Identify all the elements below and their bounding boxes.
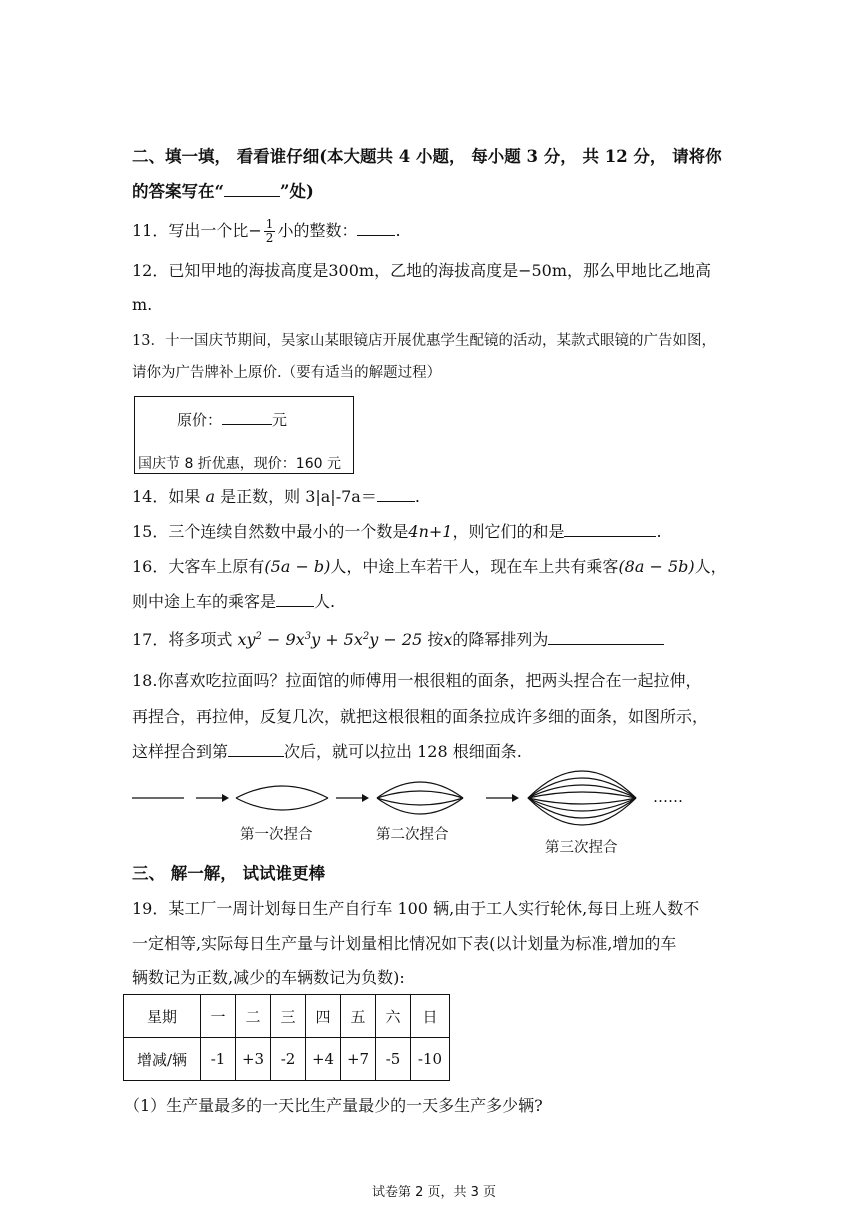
q19-sub1: （1）生产量最多的一天比生产量最少的一天多生产多少辆? bbox=[124, 1096, 543, 1115]
table-cell: 二 bbox=[236, 995, 271, 1038]
production-table bbox=[123, 994, 450, 1081]
fold3-curve-5 bbox=[528, 798, 636, 804]
table-cell: -5 bbox=[376, 1038, 411, 1081]
heading-suffix: ”处) bbox=[280, 182, 314, 201]
question-11 bbox=[132, 218, 401, 245]
answer-blank[interactable] bbox=[224, 181, 280, 197]
q16-number: 16． bbox=[132, 557, 169, 576]
q16-line2-b: 人. bbox=[314, 592, 336, 611]
q17-polynomial: $xy^2 - 9x^3y + 5x^2y - 25$ bbox=[237, 630, 423, 649]
q13-line1: 十一国庆节期间，吴家山某眼镜店开展优惠学生配镜的活动，某款式眼镜的广告如图， bbox=[164, 333, 716, 349]
q17-number: 17． bbox=[132, 630, 169, 649]
q16-line2-a: 则中途上车的乘客是 bbox=[132, 592, 277, 611]
table-cell: 一 bbox=[201, 995, 236, 1038]
q17-answer-blank[interactable] bbox=[548, 629, 664, 645]
q14-text-b: 是正数，则 3|a|-7a＝ bbox=[215, 487, 377, 506]
fold1-curve-bottom bbox=[236, 798, 328, 810]
question-16 bbox=[132, 556, 727, 578]
q14-end: . bbox=[414, 487, 420, 506]
noodle-diagram bbox=[0, 770, 868, 860]
q11-text-a: 写出一个比 bbox=[168, 221, 249, 240]
table-cell: 六 bbox=[376, 995, 411, 1038]
fold2-curve-2 bbox=[377, 791, 463, 798]
arrow-1-head bbox=[222, 794, 229, 802]
q15-expr: 4n+1 bbox=[408, 522, 453, 541]
diagram-ellipsis: …… bbox=[653, 788, 683, 806]
q18-answer-blank[interactable] bbox=[228, 741, 284, 757]
fold2-curve-1 bbox=[377, 782, 463, 798]
q18-line1: 18.你喜欢吃拉面吗？拉面馆的师傅用一根很粗的面条，把两头捏合在一起拉伸， bbox=[132, 671, 702, 690]
table-cell: 三 bbox=[271, 995, 306, 1038]
q16-text-a: 大客车上原有 bbox=[168, 557, 265, 576]
table-cell: 四 bbox=[306, 995, 341, 1038]
question-14 bbox=[132, 486, 420, 508]
question-17 bbox=[132, 629, 664, 651]
table-cell: 增减/辆 bbox=[124, 1038, 201, 1081]
q13-line2: 请你为广告牌补上原价.（要有适当的解题过程） bbox=[132, 365, 442, 381]
arrow-3-head bbox=[512, 794, 519, 802]
q12-line1: 已知甲地的海拔高度是300m，乙地的海拔高度是−50m，那么甲地比乙地高 bbox=[168, 261, 712, 280]
q14-var: a bbox=[205, 487, 216, 506]
ad-discount-text: 国庆节 8 折优惠，现价：160 元 bbox=[138, 456, 341, 472]
q16-text-b: 人，中途上车若干人，现在车上共有乘客 bbox=[330, 557, 619, 576]
q14-number: 14． bbox=[132, 487, 169, 506]
q17-text-c: 的降幂排列为 bbox=[452, 630, 549, 649]
q12-line2: m. bbox=[132, 295, 153, 314]
ad-price-unit: 元 bbox=[272, 411, 288, 429]
ad-original-price bbox=[177, 409, 287, 430]
q17-text-b: 按 bbox=[422, 630, 444, 649]
q17-var: x bbox=[443, 630, 453, 649]
fold2-curve-4 bbox=[377, 798, 463, 814]
table-cell: +3 bbox=[236, 1038, 271, 1081]
fold3-curve-4 bbox=[528, 792, 636, 798]
q18-line3 bbox=[132, 741, 522, 763]
fold1-curve-top bbox=[236, 786, 328, 798]
section2-heading-line1: 二、填一填， 看看谁仔细(本大题共 4 小题， 每小题 3 分， 共 12 分， 请将你 bbox=[132, 147, 722, 166]
table-cell: +4 bbox=[306, 1038, 341, 1081]
q15-text-b: ，则它们的和是 bbox=[452, 522, 565, 541]
q11-number: 11． bbox=[132, 221, 169, 240]
page-footer: 试卷第 2 页，共 3 页 bbox=[371, 1185, 497, 1200]
q11-frac-denominator: 2 bbox=[265, 231, 274, 245]
question-15 bbox=[132, 521, 662, 543]
section2-heading-line2 bbox=[132, 181, 314, 203]
table-cell: -1 bbox=[201, 1038, 236, 1081]
table-header-row bbox=[124, 995, 450, 1038]
q16-answer-blank[interactable] bbox=[276, 591, 314, 607]
q11-frac-numerator: 1 bbox=[265, 217, 274, 231]
section3-heading: 三、 解一解， 试试谁更棒 bbox=[132, 864, 325, 883]
q16-line2 bbox=[132, 591, 335, 613]
q19-line2: 一定相等,实际每日生产量与计划量相比情况如下表(以计划量为标准,增加的车 bbox=[132, 934, 677, 953]
table-cell: +7 bbox=[341, 1038, 376, 1081]
fold2-label: 第二次捏合 bbox=[376, 827, 449, 843]
fold2-curve-3 bbox=[377, 798, 463, 805]
q16-text-c: 人， bbox=[694, 557, 727, 576]
q15-answer-blank[interactable] bbox=[564, 521, 656, 537]
q11-text-b: 小的整数： bbox=[277, 221, 358, 240]
q15-text-a: 三个连续自然数中最小的一个数是 bbox=[168, 522, 409, 541]
q15-number: 15． bbox=[132, 522, 169, 541]
q11-minus: − bbox=[248, 221, 262, 240]
fold1-label: 第一次捏合 bbox=[240, 827, 313, 843]
heading-prefix: 的答案写在“ bbox=[132, 182, 224, 201]
arrow-2-head bbox=[362, 794, 369, 802]
question-12 bbox=[132, 260, 711, 282]
q11-fraction bbox=[264, 218, 276, 245]
q12-number: 12． bbox=[132, 261, 169, 280]
q11-end: . bbox=[395, 221, 401, 240]
q17-text-a: 将多项式 bbox=[168, 630, 238, 649]
q16-expr1: (5a − b) bbox=[264, 557, 331, 576]
table-cell: 五 bbox=[341, 995, 376, 1038]
q11-answer-blank[interactable] bbox=[357, 220, 395, 236]
table-cell: -2 bbox=[271, 1038, 306, 1081]
q19-line1: 19．某工厂一周计划每日生产自行车 100 辆,由于工人实行轮休,每日上班人数不 bbox=[132, 899, 700, 918]
q15-end: . bbox=[656, 522, 662, 541]
fold3-label: 第三次捏合 bbox=[545, 840, 618, 856]
question-13 bbox=[132, 330, 716, 352]
q14-text-a: 如果 bbox=[168, 487, 206, 506]
q19-line3: 辆数记为正数,减少的车辆数记为负数): bbox=[132, 968, 405, 987]
q18-line3-b: 次后，就可以拉出 128 根细面条. bbox=[284, 742, 522, 761]
table-cell: 日 bbox=[411, 995, 450, 1038]
table-cell: -10 bbox=[411, 1038, 450, 1081]
table-cell: 星期 bbox=[124, 995, 201, 1038]
q13-number: 13． bbox=[132, 333, 165, 349]
q16-expr2: (8a − 5b) bbox=[618, 557, 695, 576]
q14-answer-blank[interactable] bbox=[377, 486, 415, 502]
ad-price-blank[interactable] bbox=[222, 409, 272, 425]
table-row bbox=[124, 1038, 450, 1081]
q18-line2: 再捏合，再拉伸，反复几次，就把这根很粗的面条拉成许多细的面条，如图所示， bbox=[132, 707, 709, 726]
ad-price-label: 原价： bbox=[177, 411, 223, 429]
advertisement-board bbox=[134, 396, 354, 474]
q18-line3-a: 这样捏合到第 bbox=[132, 742, 229, 761]
